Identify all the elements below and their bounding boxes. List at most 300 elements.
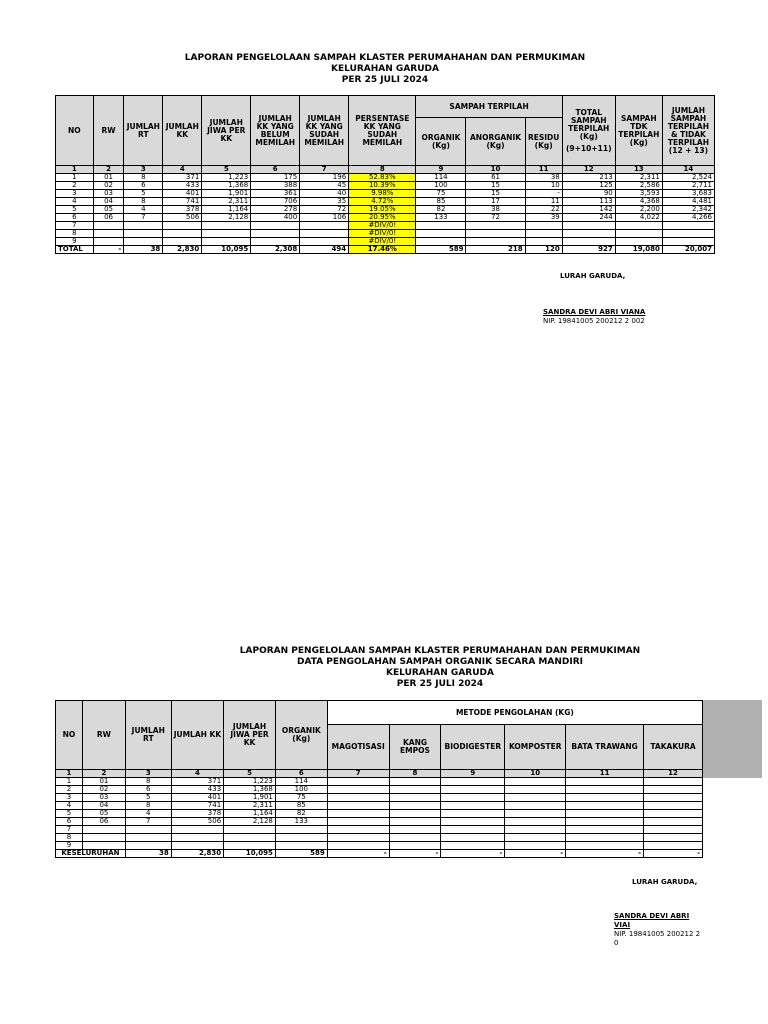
table-cell: 10.39%: [349, 182, 416, 190]
table-cell: 2,128: [224, 818, 276, 826]
table-cell: -: [441, 850, 505, 858]
table-cell: 4.72%: [349, 198, 416, 206]
table-cell: 100: [416, 182, 466, 190]
table-cell: 927: [562, 246, 615, 254]
table-cell: 8: [349, 166, 416, 174]
table-cell: 401: [171, 794, 223, 802]
table-cell: 6: [251, 166, 300, 174]
header-jumlah-sampah-label: JUMLAH SAMPAH TERPILAH & TIDAK TERPILAH: [667, 105, 710, 147]
table-row: [56, 810, 703, 818]
table-cell: 8: [56, 230, 94, 238]
table-cell: 2,830: [171, 850, 223, 858]
table-cell: 11: [566, 770, 644, 778]
table-cell: 706: [251, 198, 300, 206]
table-cell: [644, 826, 703, 834]
table-cell: [300, 238, 349, 246]
table-cell: 2,311: [202, 198, 251, 206]
table-cell: 5: [202, 166, 251, 174]
table-cell: 4,481: [662, 198, 714, 206]
table-cell: 22: [525, 206, 562, 214]
signature-label: LURAH GARUDA,: [632, 878, 698, 886]
table-cell: 17.46%: [349, 246, 416, 254]
table-cell: [93, 230, 124, 238]
table-cell: 1,223: [202, 174, 251, 182]
table-cell: 1,368: [202, 182, 251, 190]
table-cell: 106: [300, 214, 349, 222]
report1-title-line: LAPORAN PENGELOLAAN SAMPAH KLASTER PERUMAHAHAN DAN PERMUKIMAN: [184, 53, 586, 63]
table-cell: [275, 834, 327, 842]
table-cell: [163, 222, 202, 230]
table-cell: 38: [466, 206, 525, 214]
table-cell: [124, 238, 163, 246]
table-row: [56, 826, 703, 834]
report2-title-line: LAPORAN PENGELOLAAN SAMPAH KLASTER PERUMAHAHAN DAN PERMUKIMAN: [239, 646, 641, 656]
header-jumlah-kk: JUMLAH KK: [163, 96, 202, 166]
table-cell: [566, 842, 644, 850]
table-cell: 1: [56, 166, 94, 174]
table-cell: 218: [466, 246, 525, 254]
table-cell: 14: [662, 166, 714, 174]
table-cell: 03: [93, 190, 124, 198]
table-cell: [389, 786, 441, 794]
table-cell: -: [525, 190, 562, 198]
table-cell: [525, 238, 562, 246]
report2-signature: [632, 878, 697, 887]
table-cell: 20,007: [662, 246, 714, 254]
header-bata-trawang: BATA TRAWANG: [566, 725, 644, 770]
table-cell: [562, 238, 615, 246]
table-cell: [251, 230, 300, 238]
header-jumlah-jiwa: JUMLAH JIWA PER KK: [224, 701, 276, 770]
table-cell: 06: [93, 214, 124, 222]
table-cell: 7: [56, 222, 94, 230]
table-cell: 8: [389, 770, 441, 778]
header-jumlah-sampah: [662, 96, 714, 166]
header-jumlah-rt: JUMLAH RT: [124, 96, 163, 166]
table-cell: [202, 238, 251, 246]
table-cell: 7: [56, 826, 83, 834]
table-cell: [389, 842, 441, 850]
table-cell: 506: [171, 818, 223, 826]
table-cell: 6: [56, 214, 94, 222]
table-cell: 113: [562, 198, 615, 206]
table-cell: [300, 230, 349, 238]
table-cell: 5: [56, 810, 83, 818]
table-cell: [644, 818, 703, 826]
table-cell: 2,342: [662, 206, 714, 214]
table-cell: [505, 826, 566, 834]
table-cell: 2,586: [615, 182, 662, 190]
table-cell: [505, 794, 566, 802]
table-cell: 7: [124, 214, 163, 222]
table-cell: 1: [56, 778, 83, 786]
table-cell: 15: [466, 190, 525, 198]
table-cell: 589: [275, 850, 327, 858]
table-cell: 02: [93, 182, 124, 190]
table-cell: 12: [562, 166, 615, 174]
table-cell: 75: [275, 794, 327, 802]
table-cell: 2: [56, 182, 94, 190]
table-cell: [327, 802, 389, 810]
table-cell: 2,128: [202, 214, 251, 222]
table-cell: 1,223: [224, 778, 276, 786]
table-cell: [82, 834, 125, 842]
table-cell: 04: [93, 198, 124, 206]
column-number-row: [56, 770, 703, 778]
table-cell: 8: [56, 834, 83, 842]
table-cell: [566, 794, 644, 802]
report1-title-line: PER 25 JULI 2024: [341, 75, 429, 85]
table-cell: 52.83%: [349, 174, 416, 182]
table-cell: 4: [56, 198, 94, 206]
table-cell: 15: [466, 182, 525, 190]
table-cell: 2,830: [163, 246, 202, 254]
table-cell: [93, 238, 124, 246]
header-organik: ORGANIK (Kg): [275, 701, 327, 770]
table-cell: #DIV/0!: [349, 230, 416, 238]
table-cell: [163, 238, 202, 246]
table-cell: 45: [300, 182, 349, 190]
table-cell: 39: [525, 214, 562, 222]
table-cell: -: [327, 850, 389, 858]
table-cell: 3: [124, 166, 163, 174]
table-cell: 589: [416, 246, 466, 254]
report1-title: [55, 53, 715, 86]
table-cell: 433: [163, 182, 202, 190]
table-cell: [224, 834, 276, 842]
table-cell: 38: [124, 246, 163, 254]
table-cell: 1,368: [224, 786, 276, 794]
table-cell: [466, 230, 525, 238]
table-cell: 7: [300, 166, 349, 174]
header-metode-pengolahan: METODE PENGOLAHAN (KG): [327, 701, 702, 725]
table-cell: 40: [300, 190, 349, 198]
table-cell: 4: [124, 206, 163, 214]
table-cell: [327, 810, 389, 818]
table-cell: [327, 778, 389, 786]
report1-signature-name-block: [543, 308, 645, 326]
header-rw: RW: [93, 96, 124, 166]
table-cell: [644, 842, 703, 850]
table-row: [56, 182, 715, 190]
table-cell: 120: [525, 246, 562, 254]
table-cell: [125, 834, 171, 842]
table-cell: 133: [275, 818, 327, 826]
table-cell: [562, 222, 615, 230]
table-cell: [327, 834, 389, 842]
header-kang-empos: KANG EMPOS: [389, 725, 441, 770]
table-cell: 1: [56, 770, 83, 778]
table-row: [56, 778, 703, 786]
table-cell: 2,308: [251, 246, 300, 254]
table-cell: 7: [327, 770, 389, 778]
table-cell: [644, 802, 703, 810]
table-cell: 05: [93, 206, 124, 214]
table-cell: 10: [505, 770, 566, 778]
table-cell: [662, 222, 714, 230]
table-cell: 100: [275, 786, 327, 794]
table-cell: [327, 818, 389, 826]
table-cell: [416, 230, 466, 238]
table-cell: [644, 810, 703, 818]
table-cell: [644, 794, 703, 802]
table-cell: 3: [56, 190, 94, 198]
table-row: [56, 214, 715, 222]
table-cell: 75: [416, 190, 466, 198]
table-cell: 6: [124, 182, 163, 190]
table-cell: 4: [163, 166, 202, 174]
table-row: [56, 190, 715, 198]
header-residu: RESIDU (Kg): [525, 118, 562, 166]
table-cell: 114: [275, 778, 327, 786]
table-cell: 2,711: [662, 182, 714, 190]
table-cell: 3,683: [662, 190, 714, 198]
table-cell: [644, 834, 703, 842]
table-cell: 4,266: [662, 214, 714, 222]
table-cell: 04: [82, 802, 125, 810]
table-cell: 72: [300, 206, 349, 214]
table-cell: [224, 826, 276, 834]
table-cell: 6: [56, 818, 83, 826]
table-cell: [505, 818, 566, 826]
report2-signature-name-block: [614, 912, 703, 948]
table-cell: 10: [466, 166, 525, 174]
table-cell: [389, 818, 441, 826]
table-cell: 9: [56, 842, 83, 850]
table-cell: [441, 826, 505, 834]
table-cell: 244: [562, 214, 615, 222]
table-cell: [566, 826, 644, 834]
table-row: [56, 834, 703, 842]
table-cell: 6: [125, 786, 171, 794]
header-no: NO: [56, 96, 94, 166]
signature-name: SANDRA DEVI ABRI VIAI: [614, 912, 690, 929]
column-number-row: [56, 166, 715, 174]
report1-body: [56, 166, 715, 254]
table-cell: 3: [125, 770, 171, 778]
table-cell: [327, 794, 389, 802]
table-cell: [566, 834, 644, 842]
report2-title-line: DATA PENGOLAHAN SAMPAH ORGANIK SECARA MANDIRI: [297, 657, 583, 667]
table-cell: [466, 222, 525, 230]
header-no: NO: [56, 701, 83, 770]
report2-body: [56, 770, 703, 858]
table-cell: -: [566, 850, 644, 858]
table-cell: [124, 230, 163, 238]
table-cell: 8: [125, 778, 171, 786]
header-jumlah-formula: (12 + 13): [668, 145, 709, 155]
header-magotisasi: MAGOTISASI: [327, 725, 389, 770]
table-cell: [441, 802, 505, 810]
table-cell: [389, 778, 441, 786]
table-cell: 1: [56, 174, 94, 182]
table-cell: [389, 794, 441, 802]
table-cell: 90: [562, 190, 615, 198]
table-cell: 5: [224, 770, 276, 778]
table-cell: [202, 230, 251, 238]
header-biodigester: BIODIGESTER: [441, 725, 505, 770]
table-cell: [82, 826, 125, 834]
table-cell: [505, 834, 566, 842]
table-cell: 10,095: [202, 246, 251, 254]
report1-table: [55, 95, 715, 254]
table-cell: 378: [163, 206, 202, 214]
report1-title-line: KELURAHAN GARUDA: [331, 64, 439, 74]
table-cell: 1,901: [202, 190, 251, 198]
table-cell: 6: [275, 770, 327, 778]
table-cell: 371: [163, 174, 202, 182]
table-cell: 19.05%: [349, 206, 416, 214]
table-cell: 11: [525, 166, 562, 174]
table-cell: [615, 222, 662, 230]
table-cell: [441, 778, 505, 786]
table-cell: 38: [125, 850, 171, 858]
table-cell: [125, 842, 171, 850]
table-cell: 2: [93, 166, 124, 174]
table-cell: 82: [275, 810, 327, 818]
table-cell: 506: [163, 214, 202, 222]
header-total-formula: (9+10+11): [565, 143, 612, 153]
table-cell: [505, 842, 566, 850]
table-cell: [441, 786, 505, 794]
table-cell: [615, 238, 662, 246]
table-row: [56, 222, 715, 230]
table-cell: KESELURUHAN: [56, 850, 126, 858]
table-cell: [505, 778, 566, 786]
header-tdk-terpilah: SAMPAH TDK TERPILAH (Kg): [615, 96, 662, 166]
table-cell: 5: [125, 794, 171, 802]
table-cell: 9: [416, 166, 466, 174]
table-cell: [389, 802, 441, 810]
table-cell: 7: [125, 818, 171, 826]
table-cell: [224, 842, 276, 850]
table-cell: 82: [416, 206, 466, 214]
table-cell: [125, 826, 171, 834]
signature-label: LURAH GARUDA,: [560, 272, 626, 280]
table-cell: [644, 786, 703, 794]
table-cell: 10: [525, 182, 562, 190]
signature-name: SANDRA DEVI ABRI VIANA: [543, 308, 646, 316]
table-row: [56, 206, 715, 214]
table-cell: 8: [125, 802, 171, 810]
table-cell: 85: [275, 802, 327, 810]
table-cell: [251, 222, 300, 230]
table-cell: [171, 842, 223, 850]
table-cell: 2,200: [615, 206, 662, 214]
table-row: [56, 230, 715, 238]
table-row: [56, 198, 715, 206]
header-organik: ORGANIK (Kg): [416, 118, 466, 166]
table-row: [56, 802, 703, 810]
table-cell: 06: [82, 818, 125, 826]
table-cell: TOTAL: [56, 246, 94, 254]
table-cell: [566, 802, 644, 810]
table-cell: 741: [171, 802, 223, 810]
table-cell: [525, 230, 562, 238]
table-cell: [171, 834, 223, 842]
table-cell: 400: [251, 214, 300, 222]
table-cell: 01: [93, 174, 124, 182]
header-anorganik: ANORGANIK (Kg): [466, 118, 525, 166]
header-kk-sudah-memilah: JUMLAH KK YANG SUDAH MEMILAH: [300, 96, 349, 166]
table-cell: [275, 842, 327, 850]
table-cell: 20.95%: [349, 214, 416, 222]
table-cell: 378: [171, 810, 223, 818]
report2-title: [110, 646, 768, 690]
table-cell: [93, 222, 124, 230]
table-cell: -: [505, 850, 566, 858]
table-cell: 4,368: [615, 198, 662, 206]
table-cell: [505, 786, 566, 794]
table-cell: 8: [124, 198, 163, 206]
table-cell: [525, 222, 562, 230]
table-cell: [615, 230, 662, 238]
table-cell: 2,524: [662, 174, 714, 182]
table-cell: 01: [82, 778, 125, 786]
table-cell: -: [644, 850, 703, 858]
table-cell: [441, 818, 505, 826]
table-cell: [327, 842, 389, 850]
table-cell: 02: [82, 786, 125, 794]
table-cell: 1,901: [224, 794, 276, 802]
table-cell: [566, 786, 644, 794]
table-row: [56, 818, 703, 826]
table-cell: 388: [251, 182, 300, 190]
table-cell: 12: [644, 770, 703, 778]
table-cell: [202, 222, 251, 230]
table-cell: [327, 786, 389, 794]
table-cell: [416, 238, 466, 246]
table-row: [56, 842, 703, 850]
table-cell: [566, 778, 644, 786]
table-cell: 85: [416, 198, 466, 206]
table-cell: 5: [124, 190, 163, 198]
table-cell: 9: [56, 238, 94, 246]
signature-nip: NIP. 19841005 200212 2 002: [543, 317, 645, 325]
table-cell: 433: [171, 786, 223, 794]
table-cell: 05: [82, 810, 125, 818]
table-cell: [441, 810, 505, 818]
table-cell: 10,095: [224, 850, 276, 858]
table-cell: 2: [82, 770, 125, 778]
table-cell: 371: [171, 778, 223, 786]
header-jumlah-jiwa: JUMLAH JIWA PER KK: [202, 96, 251, 166]
table-cell: 13: [615, 166, 662, 174]
report1-signature: [560, 272, 625, 281]
table-cell: 61: [466, 174, 525, 182]
table-cell: [566, 810, 644, 818]
table-cell: [416, 222, 466, 230]
table-cell: 8: [124, 174, 163, 182]
table-cell: #DIV/0!: [349, 238, 416, 246]
total-row: [56, 850, 703, 858]
table-cell: 142: [562, 206, 615, 214]
table-cell: [171, 826, 223, 834]
table-cell: [389, 810, 441, 818]
table-cell: [662, 230, 714, 238]
table-cell: [662, 238, 714, 246]
table-cell: [327, 826, 389, 834]
table-cell: 19,080: [615, 246, 662, 254]
table-cell: 11: [525, 198, 562, 206]
table-cell: 9.98%: [349, 190, 416, 198]
table-row: [56, 794, 703, 802]
table-cell: 114: [416, 174, 466, 182]
table-cell: 133: [416, 214, 466, 222]
table-cell: 2: [56, 786, 83, 794]
table-cell: 5: [56, 206, 94, 214]
table-cell: 4: [171, 770, 223, 778]
